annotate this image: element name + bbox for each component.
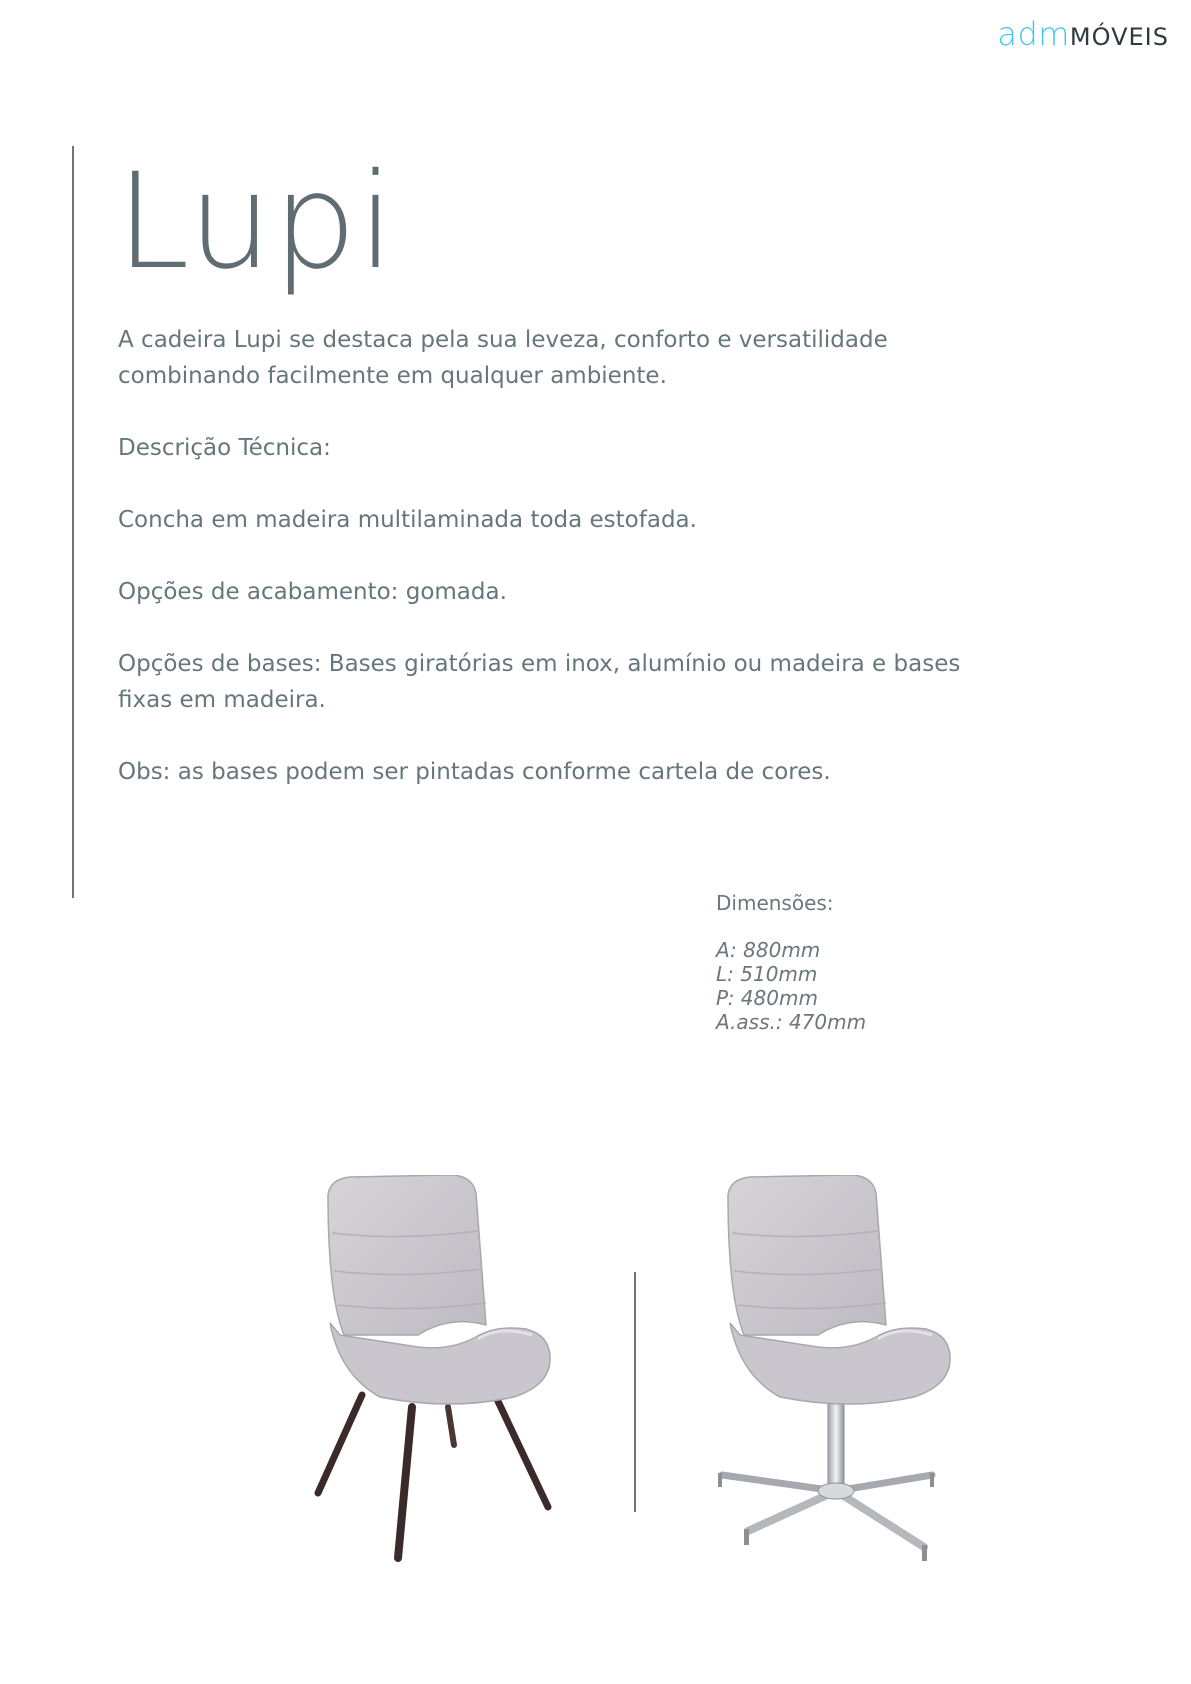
dimension-width: L: 510mm bbox=[716, 962, 818, 986]
tech-heading: Descrição Técnica: bbox=[118, 435, 331, 461]
chair-swivel-base-image bbox=[700, 1175, 990, 1565]
finish-paragraph: Opções de acabamento: gomada. bbox=[118, 579, 507, 605]
dimension-seat-height: A.ass.: 470mm bbox=[716, 1010, 867, 1034]
dimension-depth: P: 480mm bbox=[716, 986, 818, 1010]
images-divider bbox=[634, 1272, 636, 1512]
dimension-height: A: 880mm bbox=[716, 938, 821, 962]
left-divider bbox=[72, 146, 74, 898]
chair-wood-legs-image bbox=[300, 1175, 590, 1565]
dimensions-block bbox=[716, 890, 866, 1034]
bases-paragraph: Opções de bases: Bases giratórias em inox, alumínio ou madeira e bases fixas em madeira. bbox=[118, 651, 961, 713]
intro-paragraph: A cadeira Lupi se destaca pela sua leveza, conforto e versatilidade combinando facilmente em qualquer ambiente. bbox=[118, 327, 888, 389]
brand-logo-moveis: MÓVEIS bbox=[1069, 23, 1169, 51]
brand-logo-adm: adm bbox=[997, 15, 1070, 53]
dimensions-title: Dimensões: bbox=[716, 891, 834, 915]
brand-logo bbox=[997, 15, 1169, 53]
shell-paragraph: Concha em madeira multilaminada toda estofada. bbox=[118, 507, 697, 533]
product-title: Lupi bbox=[116, 145, 396, 299]
obs-paragraph: Obs: as bases podem ser pintadas conforme cartela de cores. bbox=[118, 759, 831, 785]
